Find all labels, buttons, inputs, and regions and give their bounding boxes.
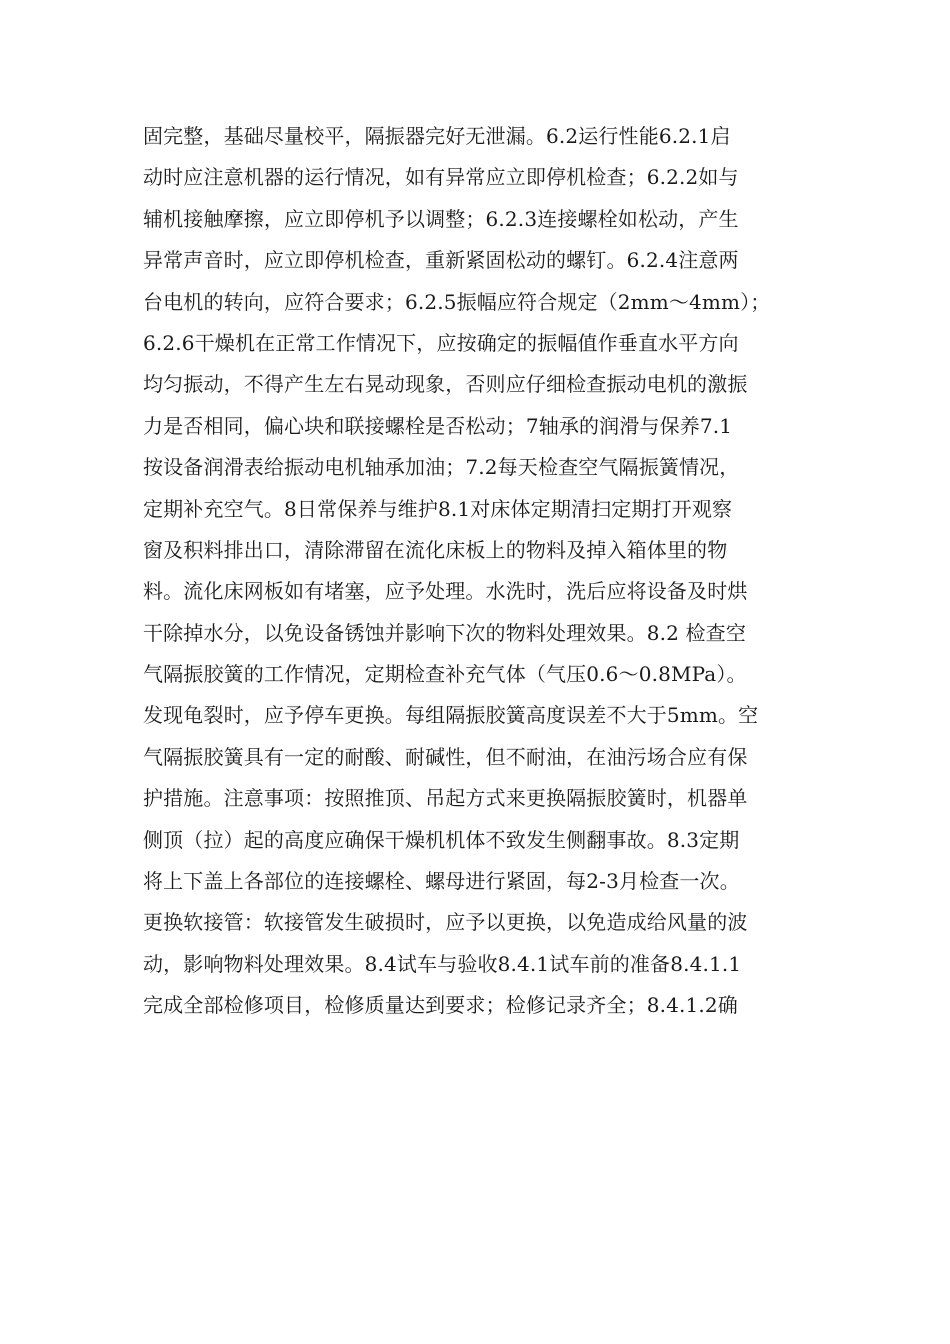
text-line-15: 发现龟裂时，应予停车更换。每组隔振胶簧高度误差不大于5mm。空	[143, 703, 759, 728]
text-line-5: 台电机的转向，应符合要求；6.2.5振幅应符合规定（2mm～4mm）；	[143, 289, 771, 314]
text-line-3: 辅机接触摩擦，应立即停机予以调整；6.2.3连接螺栓如松动，产生	[143, 206, 739, 231]
text-line-1: 固完整，基础尽量校平，隔振器完好无泄漏。6.2运行性能6.2.1启	[143, 124, 731, 148]
text-line-16: 气隔振胶簧具有一定的耐酸、耐碱性，但不耐油，在油污场合应有保	[143, 744, 748, 769]
text-line-14: 气隔振胶簧的工作情况，定期检查补充气体（气压0.6～0.8MPa）。	[143, 662, 747, 687]
text-line-4: 异常声音时，应立即停机检查，重新紧固松动的螺钉。6.2.4注意两	[143, 248, 739, 273]
text-line-7: 均匀振动，不得产生左右晃动现象，否则应仔细检查振动电机的激振	[143, 372, 748, 397]
text-line-22: 完成全部检修项目，检修质量达到要求；检修记录齐全；8.4.1.2确	[143, 993, 738, 1018]
text-line-12: 料。流化床网板如有堵塞，应予处理。水洗时，洗后应将设备及时烘	[143, 579, 748, 604]
text-line-18: 侧顶（拉）起的高度应确保干燥机机体不致发生侧翻事故。8.3定期	[143, 827, 740, 852]
body-text	[143, 116, 813, 1027]
text-line-10: 定期补充空气。8日常保养与维护8.1对床体定期清扫定期打开观察	[143, 496, 733, 521]
text-line-6: 6.2.6干燥机在正常工作情况下，应按确定的振幅值作垂直水平方向	[143, 330, 739, 355]
text-line-20: 更换软接管：软接管发生破损时，应予以更换，以免造成给风量的波	[143, 910, 748, 935]
text-line-19: 将上下盖上各部位的连接螺栓、螺母进行紧固，每2-3月检查一次。	[143, 869, 740, 894]
text-line-21: 动，影响物料处理效果。8.4试车与验收8.4.1试车前的准备8.4.1.1	[143, 951, 742, 976]
text-line-9: 按设备润滑表给振动电机轴承加油；7.2每天检查空气隔振簧情况，	[143, 455, 740, 480]
text-line-11: 窗及积料排出口，清除滞留在流化床板上的物料及掉入箱体里的物	[143, 537, 728, 562]
text-line-2: 动时应注意机器的运行情况，如有异常应立即停机检查；6.2.2如与	[143, 165, 739, 190]
text-line-8: 力是否相同，偏心块和联接螺栓是否松动；7轴承的润滑与保养7.1	[143, 413, 733, 438]
text-line-13: 干除掉水分，以免设备锈蚀并影响下次的物料处理效果。8.2 检查空	[143, 620, 746, 645]
text-line-17: 护措施。注意事项：按照推顶、吊起方式来更换隔振胶簧时，机器单	[143, 786, 748, 811]
